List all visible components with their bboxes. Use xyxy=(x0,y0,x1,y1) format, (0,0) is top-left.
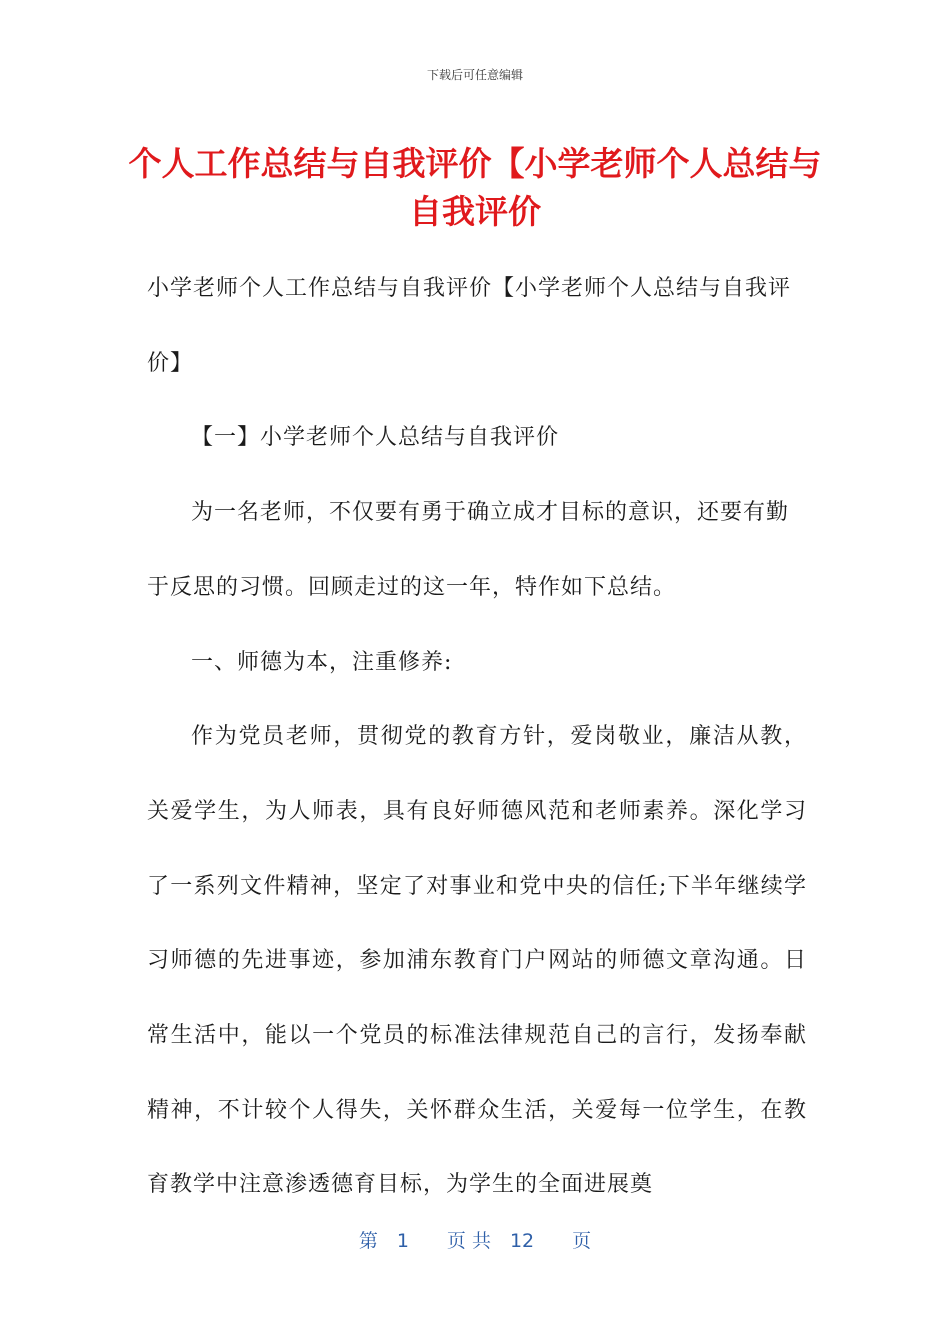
document-body xyxy=(147,252,807,1223)
document-title: 个人工作总结与自我评价【小学老师个人总结与自我评价 xyxy=(128,144,822,231)
paragraph-point-body: 作为党员老师，贯彻党的教育方针，爱岗敬业，廉洁从教，关爱学生，为人师表，具有良好师德风范和老师素养。深化学习了一系列文件精神，坚定了对事业和党中央的信任;下半年继续学习师德的先进事迹，参加浦东教育门户网站的师德文章沟通。日常生活中，能以一个党员的标准法律规范自己的言行，发扬奉献精神，不计较个人得失，关怀群众生活，关爱每一位学生，在教育教学中注意渗透德育目标，为学生的全面进展奠 xyxy=(147,724,807,1198)
paragraph-intro: 为一名老师，不仅要有勇于确立成才目标的意识，还要有勤于反思的习惯。回顾走过的这一年，特作如下总结。 xyxy=(147,500,790,600)
header-note: 下载后可任意编辑 xyxy=(426,68,523,82)
paragraph-section-heading: 【一】小学老师个人总结与自我评价 xyxy=(191,425,560,451)
paragraph-subtitle: 小学老师个人工作总结与自我评价【小学老师个人总结与自我评价】 xyxy=(147,276,792,376)
paragraph-point-heading: 一、师德为本，注重修养: xyxy=(191,649,453,675)
page-number-label: 第 1 页 共 12 页 xyxy=(358,1230,592,1252)
page-footer xyxy=(0,1226,950,1253)
